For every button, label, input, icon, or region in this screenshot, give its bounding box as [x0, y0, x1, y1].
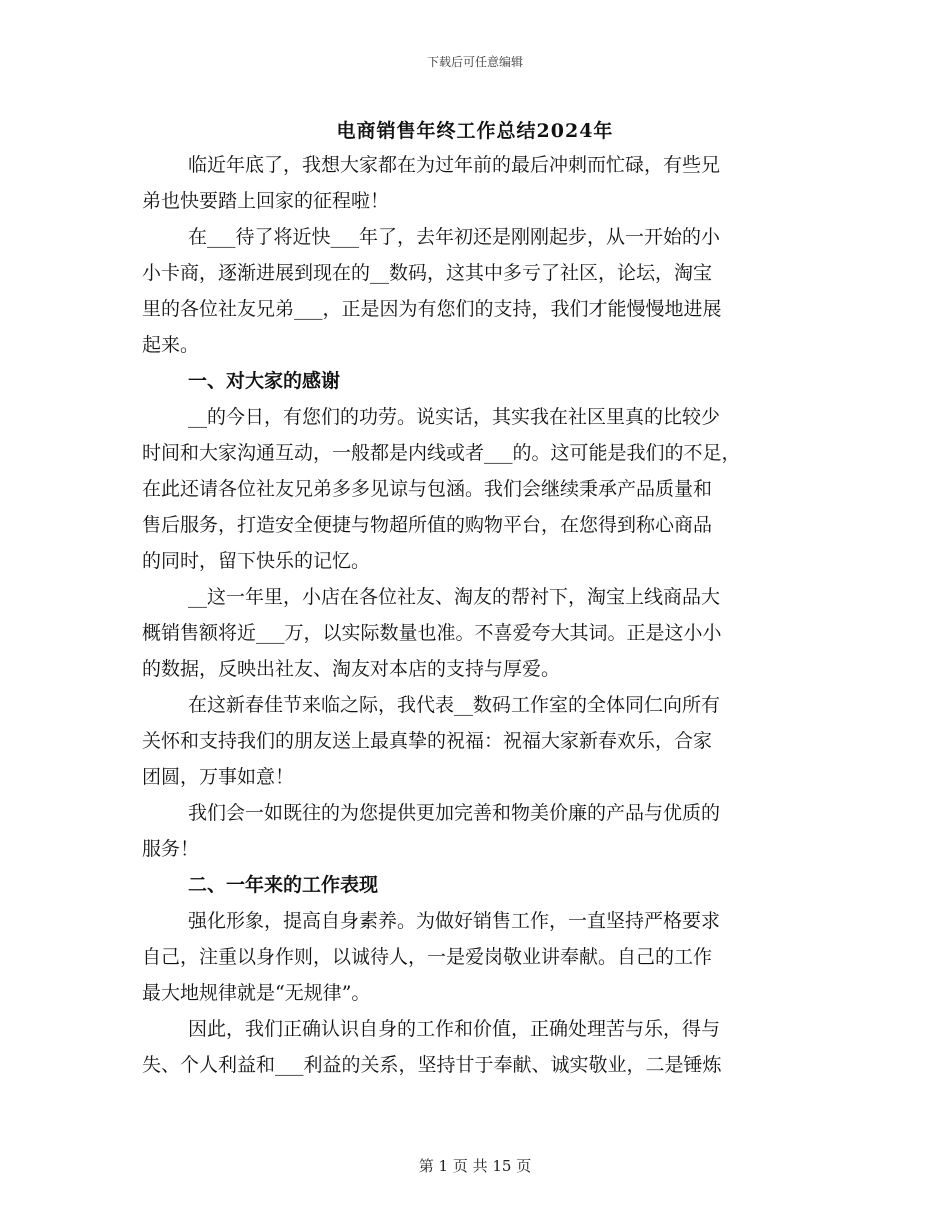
paragraph-line: 因此，我们正确认识自身的工作和价值，正确处理苦与乐，得与: [188, 1018, 721, 1040]
paragraph-line: 强化形象，提高自身素养。为做好销售工作，一直坚持严格要求: [188, 910, 721, 932]
paragraph-line: 在此还请各位社友兄弟多多见谅与包涵。我们会继续秉承产品质量和: [142, 478, 713, 500]
paragraph-line: 的数据，反映出社友、淘友对本店的支持与厚爱。: [142, 658, 561, 680]
section-heading: 二、一年来的工作表现: [188, 874, 379, 896]
paragraph-line: 的同时，留下快乐的记忆。: [142, 550, 371, 572]
paragraph-line: 我们会一如既往的为您提供更加完善和物美价廉的产品与优质的: [188, 802, 721, 824]
paragraph-line: 失、个人利益和___利益的关系，坚持甘于奉献、诚实敬业，二是锤炼: [142, 1054, 722, 1076]
paragraph-line: 最大地规律就是“无规律”。: [142, 982, 371, 1004]
paragraph-line: 起来。: [142, 334, 200, 356]
page-number: 第 1 页 共 15 页: [418, 1157, 532, 1175]
paragraph-line: 关怀和支持我们的朋友送上最真挚的祝福：祝福大家新春欢乐，合家: [142, 730, 713, 752]
paragraph-line: 时间和大家沟通互动，一般都是内线或者___的。这可能是我们的不足，: [142, 442, 741, 464]
page-header-note: 下载后可任意编辑: [426, 55, 523, 69]
document-title: 电商销售年终工作总结2024年: [336, 120, 614, 142]
paragraph-line: 在___待了将近快___年了，去年初还是刚刚起步，从一开始的小: [188, 226, 721, 248]
paragraph-line: __这一年里，小店在各位社友、淘友的帮衬下，淘宝上线商品大: [188, 586, 721, 608]
paragraph-line: 概销售额将近___万，以实际数量也准。不喜爱夸大其词。正是这小小: [142, 622, 722, 644]
paragraph-line: 团圆，万事如意！: [142, 766, 295, 788]
paragraph-line: 售后服务，打造安全便捷与物超所值的购物平台，在您得到称心商品: [142, 514, 713, 536]
paragraph-line: 里的各位社友兄弟___，正是因为有您们的支持，我们才能慢慢地进展: [142, 298, 722, 320]
paragraph-line: 在这新春佳节来临之际，我代表__数码工作室的全体同仁向所有: [188, 694, 721, 716]
section-heading: 一、对大家的感谢: [188, 370, 341, 392]
paragraph-line: 小卡商，逐渐进展到现在的__数码，这其中多亏了社区，论坛，淘宝: [142, 262, 713, 284]
paragraph-line: 服务！: [142, 838, 200, 860]
paragraph-line: 临近年底了，我想大家都在为过年前的最后冲刺而忙碌，有些兄: [188, 154, 721, 176]
paragraph-line: 弟也快要踏上回家的征程啦！: [142, 190, 390, 212]
paragraph-line: __的今日，有您们的功劳。说实话，其实我在社区里真的比较少: [188, 406, 721, 428]
paragraph-line: 自己，注重以身作则，以诚待人，一是爱岗敬业讲奉献。自己的工作: [142, 946, 713, 968]
document-body: [142, 147, 822, 1083]
